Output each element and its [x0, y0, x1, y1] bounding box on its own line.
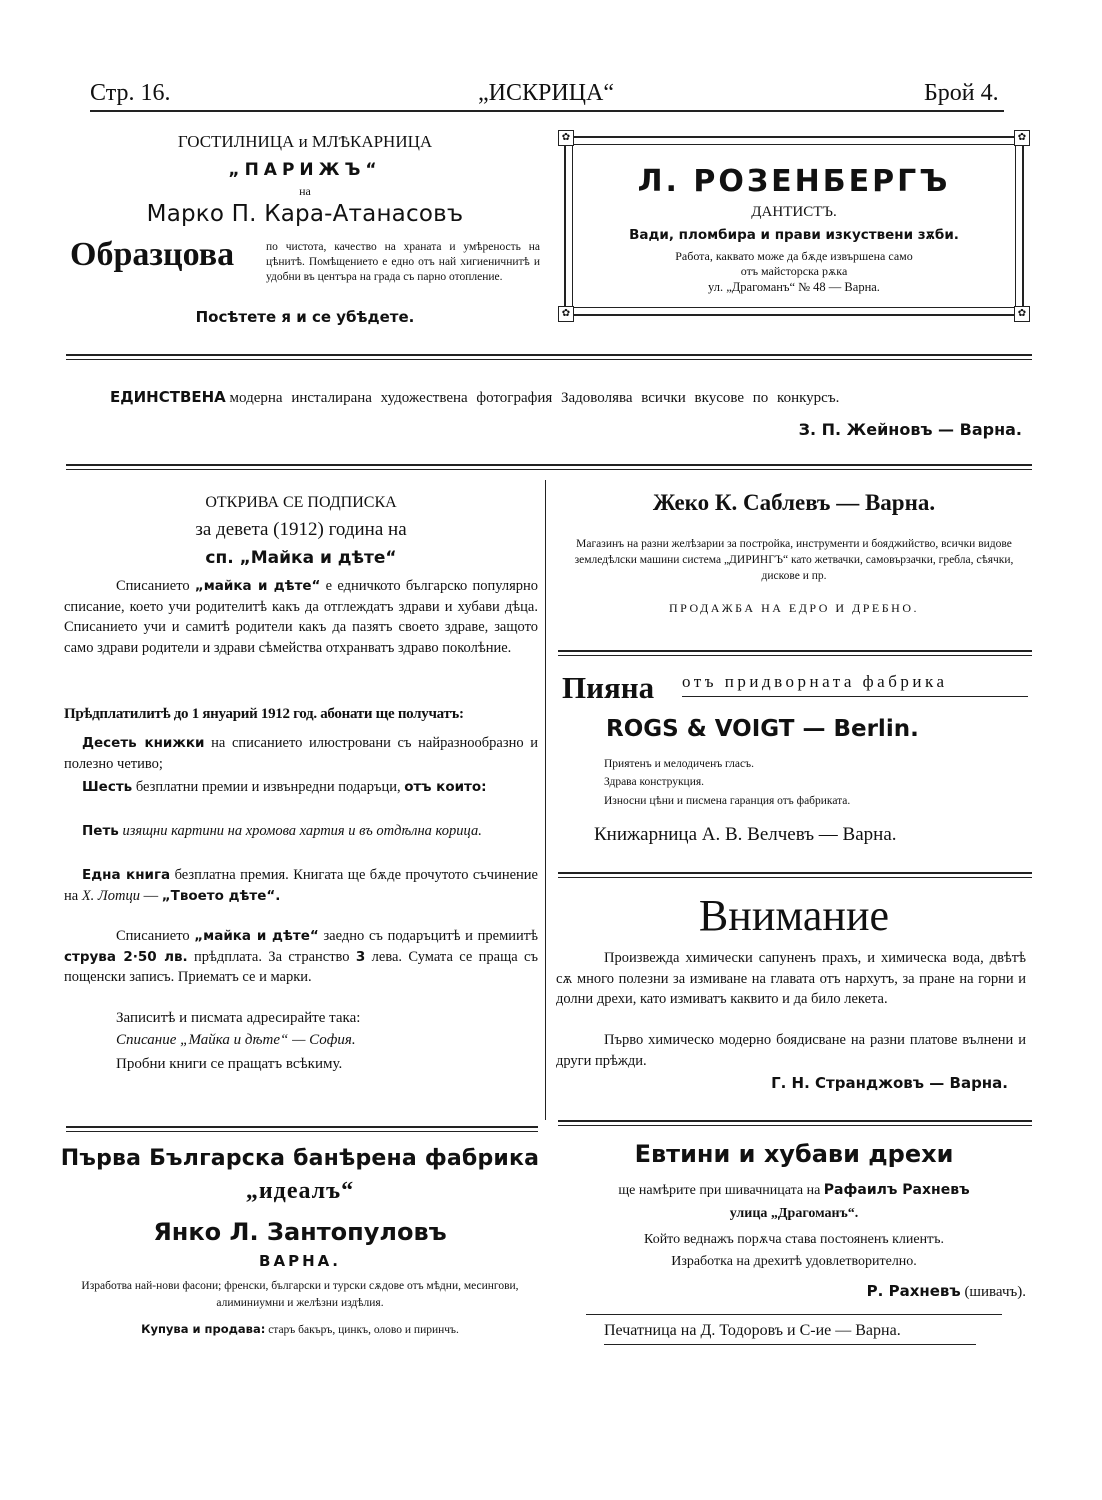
sablev-title: Жеко К. Саблевъ — Варна. [652, 490, 936, 515]
clothes-title: Евтини и хубави дрехи [634, 1140, 954, 1168]
copper-ad [60, 1146, 540, 1346]
hotel-description: по чистота, качество на храната и умѣреность на цѣнитѣ. Помѣщението е едно отъ най хигиеничнитѣ и удобни въ центъра на града съ парно отопление. [266, 241, 540, 283]
hotel-name: „ПАРИЖЪ“ [228, 160, 382, 180]
photo-text [110, 388, 1032, 407]
soap-ad [556, 890, 1032, 1100]
mag-paragraph-2: Списанието „майка и дѣте“ заедно съ подаръцитѣ и премиитѣ струва 2·50 лв. прѣдплата. За странство 3 лева. Сумата се праща съ пощенски записъ. Приематъ се и марки. [64, 928, 538, 985]
hotel-na: на [299, 184, 311, 198]
printer-underline [604, 1344, 976, 1345]
mag-title: сп. „Майка и дѣте“ [205, 548, 397, 568]
ornament-icon: ✿ [558, 130, 574, 146]
dentist-ad [558, 130, 1030, 322]
mag-address-3: Пробни книги се пращатъ всѣкиму. [116, 1056, 343, 1072]
copper-text: Изработва най-нови фасони; френски, български и турски сѫдове отъ мѣдни, месингови, алиминиумни и желѣзни издѣлия. [81, 1280, 519, 1309]
soap-text-2: Първо химическо модерно боядисване на разни платове вълнени и други прѣжди. [556, 1032, 1026, 1069]
ornament-icon: ✿ [1014, 130, 1030, 146]
dentist-role: ДАНТИСТЪ. [751, 204, 837, 220]
copper-city: ВАРНА. [259, 1252, 341, 1270]
section-divider [558, 872, 1032, 878]
piano-shop: Книжарница А. В. Велчевъ — Варна. [594, 824, 897, 845]
soap-text: Произвежда химически сапуненъ прахъ, и химическа вода, двѣтѣ сѫ много полезни за измиване на главата отъ нархутъ, за пране на горни и долни дрехи, като измиватъ каквито и да било лекета. [556, 950, 1026, 1007]
dentist-services: Вади, пломбира и прави изкуствени зѫби. [629, 227, 959, 243]
piano-ad [556, 670, 1032, 860]
clothes-street: улица „Драгоманъ“. [729, 1206, 859, 1221]
dentist-address: ул. „Драгоманъ“ № 48 — Варна. [708, 280, 880, 294]
dentist-name: Л. РОЗЕНБЕРГЪ [637, 164, 951, 199]
mag-item-2: Шесть безплатни премии и извънредни подаръци, отъ които: [82, 779, 487, 795]
clothes-ad [556, 1136, 1032, 1336]
copper-owner: Янко Л. Зантопуловъ [153, 1218, 447, 1246]
clothes-line-3: Който веднажъ порѫча става постояненъ клиентъ. [644, 1232, 944, 1247]
mag-paragraph-1: Списанието „майка и дѣте“ е едничкото българско популярно списание, което учи родителитѣ какъ да отглеждатъ здрави и хубави дѣца. Списанието учи и самитѣ родители какъ да пазятъ своето здраве, защото само здрави родители и здрави сѣмейства отхранватъ здраво поколѣние. [64, 578, 538, 656]
mag-address-2: Списание „Майка и дѣте“ — София. [116, 1032, 356, 1048]
hotel-call: Посѣтете я и се убѣдете. [195, 308, 415, 326]
copper-line-1: Първа Българска банѣрена фабрика [60, 1146, 540, 1171]
mag-year: за девета (1912) година на [195, 519, 407, 540]
mag-item-4: Една книга безплатна премия. Книгата ще бѫде прочутото съчинение на Х. Лотци — „Твоето дѣте“. [64, 867, 538, 904]
header-rule [90, 110, 1004, 112]
sablev-ad [556, 490, 1032, 620]
mag-heading: Прѣдплатилитѣ до 1 януарий 1912 год. абонати ще получатъ: [64, 706, 464, 722]
photo-signature: З. П. Жейновъ — Варна. [798, 420, 1022, 439]
section-divider [66, 464, 1032, 470]
piano-underline [682, 696, 1028, 697]
hotel-type: ГОСТИЛНИЦА и МЛѢКАРНИЦА [177, 132, 433, 151]
section-divider [558, 1120, 1032, 1126]
dentist-line3: отъ майсторска рѫка [740, 264, 848, 278]
magazine-ad [64, 490, 538, 1110]
photo-body: модерна инсталирана художествена фотография Задоволява всички вкусове по конкурсъ. [229, 390, 840, 406]
mag-open: ОТКРИВА СЕ ПОДПИСКА [205, 494, 397, 511]
mag-item-3: Петь изящни картини на хромова хартия и въ отдѣлна корица. [82, 823, 482, 839]
piano-feature-2: Здрава конструкция. [604, 776, 705, 788]
copper-buy: Купува и продава: старъ бакъръ, цинкъ, олово и пиринчъ. [141, 1322, 459, 1336]
sablev-sale: ПРОДАЖБА НА ЕДРО И ДРЕБНО. [669, 601, 919, 615]
dentist-line2: Работа, каквато може да бѫде извършена само [675, 249, 913, 263]
ornament-icon: ✿ [558, 306, 574, 322]
sablev-text: Магазинъ на разни желѣзарии за постройка, инструменти и бояджийство, всички видове земледѣлски машини система „ДИРИНГЪ“ като жетвачки, самовързачки, гребла, сѣячки, дискове и пр. [574, 538, 1014, 582]
photo-ad [110, 388, 1032, 448]
column-divider [545, 480, 546, 1120]
piano-from: отъ придворната фабрика [682, 672, 948, 691]
soap-title: Внимание [698, 891, 890, 940]
section-divider [558, 650, 1032, 656]
printer-line: Печатница на Д. Тодоровъ и С-ие — Варна. [604, 1322, 901, 1339]
newspaper-title: „ИСКРИЦА“ [478, 80, 614, 106]
clothes-line-1: ще намѣрите при шивачницата на Рафаилъ Рахневъ [618, 1182, 970, 1198]
hotel-owner: Марко П. Кара-Атанасовъ [146, 201, 464, 227]
photo-lead: ЕДИНСТВЕНА [110, 388, 226, 406]
hotel-ad [66, 128, 544, 338]
piano-feature-3: Износни цѣни и писмена гаранция отъ фабриката. [604, 795, 851, 807]
hotel-big-word: Образцова [70, 236, 235, 273]
mag-item-1: Десеть книжки на списанието илюстровани съ найразнообразно и полезно четиво; [64, 735, 539, 772]
clothes-signature: Р. Рахневъ (шивачъ). [866, 1282, 1026, 1300]
issue-number: Брой 4. [924, 80, 999, 106]
soap-signature: Г. Н. Странджовъ — Варна. [771, 1074, 1008, 1092]
clothes-line-4: Изработка на дрехитѣ удовлетворително. [671, 1254, 917, 1269]
section-divider [66, 354, 1032, 360]
section-divider [66, 1126, 538, 1132]
piano-feature-1: Приятенъ и мелодиченъ гласъ. [604, 758, 754, 770]
piano-big: Пияна [562, 670, 655, 705]
clothes-divider [586, 1314, 1002, 1315]
mag-address-1: Записитѣ и писмата адресирайте така: [116, 1010, 361, 1026]
ornament-icon: ✿ [1014, 306, 1030, 322]
piano-maker: ROGS & VOIGT — Berlin. [606, 716, 919, 742]
page-number: Стр. 16. [90, 80, 171, 106]
copper-line-2: „идеалъ“ [245, 1178, 355, 1204]
